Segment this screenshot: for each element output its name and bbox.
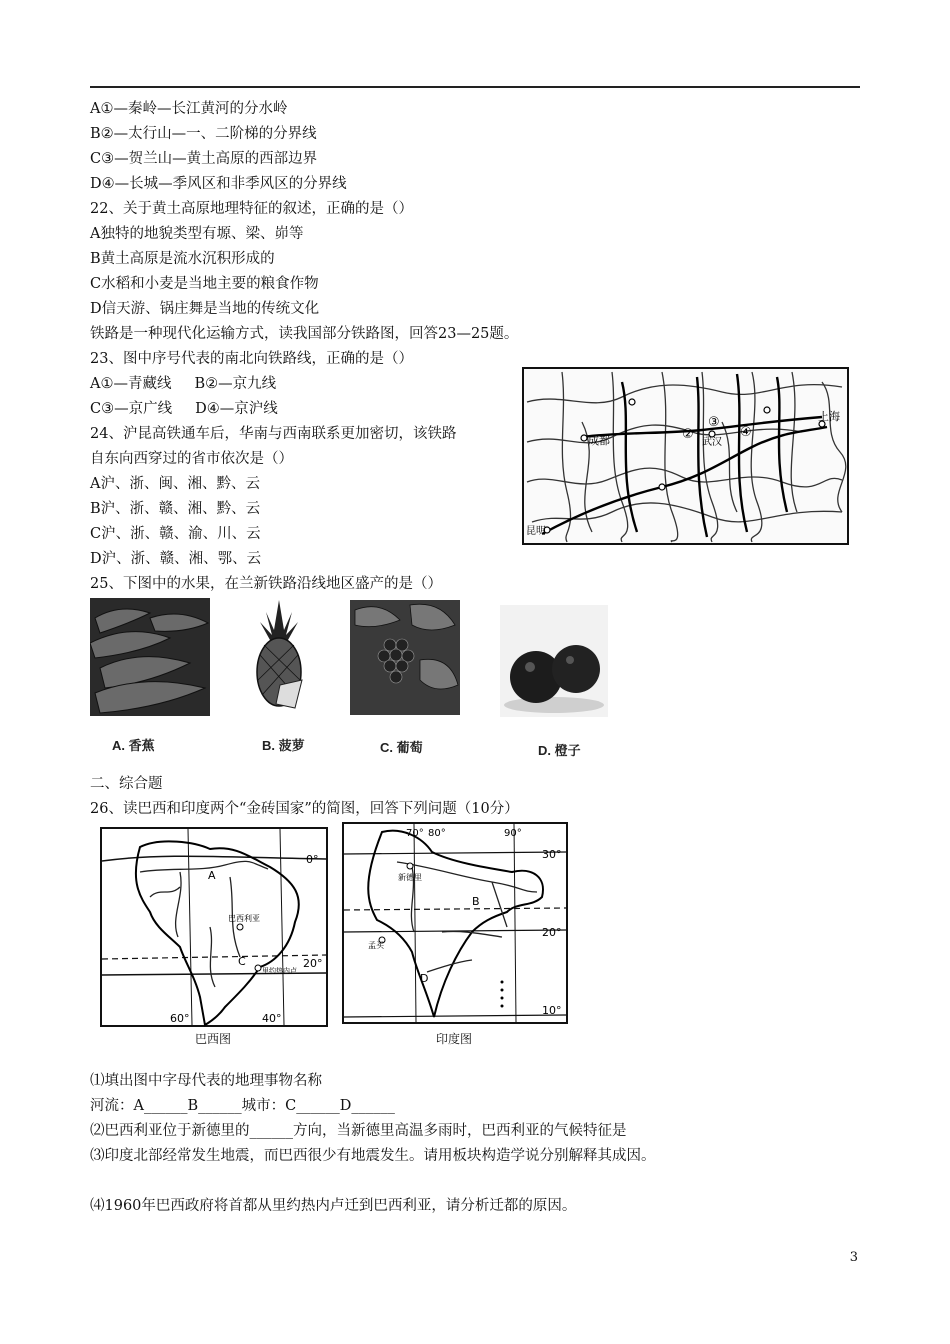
q26-stem: 26、读巴西和印度两个“金砖国家”的简图，回答下列问题（10分） (90, 801, 519, 817)
city-kunming: 昆明 (526, 526, 546, 537)
rail-number-3: ③ (708, 415, 720, 430)
fruit-orange-caption: D. 橙子 (538, 743, 581, 758)
rail-number-2: ② (682, 427, 694, 442)
q26-sub3: ⑶印度北部经常发生地震，而巴西很少有地震发生。请用板块构造学说分别解释其成因。 (90, 1148, 656, 1164)
rail-number-4: ④ (740, 425, 752, 440)
page-number: 3 (849, 1250, 858, 1265)
india-map (342, 822, 568, 1024)
q24-option-c: C沪、浙、赣、渝、川、云 (90, 526, 261, 542)
fruit-orange-image (500, 605, 608, 717)
india-coord-80: 80° (428, 828, 446, 839)
q21-option-d: D④—长城—季风区和非季风区的分界线 (90, 176, 347, 192)
q22-option-d: D信天游、锅庄舞是当地的传统文化 (90, 301, 320, 317)
q23-option-c: C③—京广线 (90, 401, 173, 417)
india-coord-10: 10° (542, 1004, 562, 1017)
india-label-b: B (472, 895, 480, 908)
fruit-grape-image (350, 600, 460, 715)
brazil-coord-20: 20° (303, 957, 323, 970)
india-label-newdelhi: 新德里 (398, 873, 422, 882)
q21-option-a: A①—秦岭—长江黄河的分水岭 (90, 101, 288, 117)
india-coord-70: 70° (406, 828, 424, 839)
q23-options-row2 (90, 400, 278, 418)
q21-option-b: B②—太行山—一、二阶梯的分界线 (90, 126, 317, 142)
india-map-caption: 印度图 (436, 1032, 473, 1046)
q26-sub2: ⑵巴西利亚位于新德里的______方向，当新德里高温多雨时，巴西利亚的气候特征是 (90, 1123, 627, 1139)
q26-sub4: ⑷1960年巴西政府将首都从里约热内卢迁到巴西利亚，请分析迁都的原因。 (90, 1198, 577, 1214)
q24-stem-line1: 24、沪昆高铁通车后，华南与西南联系更加密切，该铁路 (90, 426, 457, 442)
q23-option-b: B②—京九线 (194, 376, 277, 392)
india-label-d: D (420, 972, 429, 985)
q22-option-b: B黄土高原是流水沉积形成的 (90, 251, 275, 267)
fruit-pineapple-caption: B. 菠萝 (262, 738, 305, 753)
q23-option-a: A①—青藏线 (90, 376, 172, 392)
section2-heading: 二、综合题 (90, 776, 163, 792)
india-coord-30: 30° (542, 848, 562, 861)
fruit-grape-caption: C. 葡萄 (380, 740, 423, 755)
q24-stem-line2: 自东向西穿过的省市依次是（） (90, 451, 293, 467)
fruit-banana-image (90, 598, 210, 716)
q24-option-b: B沪、浙、赣、湘、黔、云 (90, 501, 261, 517)
brazil-label-a: A (208, 869, 216, 882)
brazil-map (100, 827, 328, 1027)
q22-option-a: A独特的地貌类型有塬、梁、峁等 (90, 226, 304, 242)
fruit-banana-caption: A. 香蕉 (112, 738, 155, 753)
q23-option-d: D④—京沪线 (195, 401, 278, 417)
city-wuhan: 武汉 (702, 437, 722, 448)
city-shanghai: 上海 (818, 410, 840, 423)
india-label-mumbai: 孟买 (368, 941, 384, 950)
brazil-label-c: C (238, 955, 246, 968)
q22-stem: 22、关于黄土高原地理特征的叙述，正确的是（） (90, 201, 413, 217)
q24-option-a: A沪、浙、闽、湘、黔、云 (90, 476, 260, 492)
brazil-coord-40: 40° (262, 1012, 282, 1025)
q23-stem: 23、图中序号代表的南北向铁路线，正确的是（） (90, 351, 413, 367)
q24-option-d: D沪、浙、赣、湘、鄂、云 (90, 551, 262, 567)
brazil-label-rio: 里约热内卢 (262, 967, 297, 975)
q26-sub1: ⑴填出图中字母代表的地理事物名称 (90, 1073, 322, 1089)
brazil-coord-60: 60° (170, 1012, 190, 1025)
rail-intro: 铁路是一种现代化运输方式，读我国部分铁路图，回答23—25题。 (90, 326, 519, 342)
q23-options-row1 (90, 375, 276, 393)
india-coord-20: 20° (542, 926, 562, 939)
brazil-map-caption: 巴西图 (195, 1032, 232, 1046)
india-coord-90: 90° (504, 828, 522, 839)
q26-sub1-blanks: 河流：A______B______城市：C______D______ (90, 1098, 395, 1114)
q22-option-c: C水稻和小麦是当地主要的粮食作物 (90, 276, 319, 292)
q25-stem: 25、下图中的水果，在兰新铁路沿线地区盛产的是（） (90, 576, 442, 592)
header-rule (90, 86, 860, 88)
fruit-pineapple-image (240, 600, 318, 710)
q21-option-c: C③—贺兰山—黄土高原的西部边界 (90, 151, 318, 167)
city-chengdu: 成都 (588, 434, 610, 447)
brazil-label-brasilia: 巴西利亚 (228, 914, 260, 923)
railway-map (522, 362, 850, 546)
brazil-coord-0: 0° (306, 853, 319, 866)
